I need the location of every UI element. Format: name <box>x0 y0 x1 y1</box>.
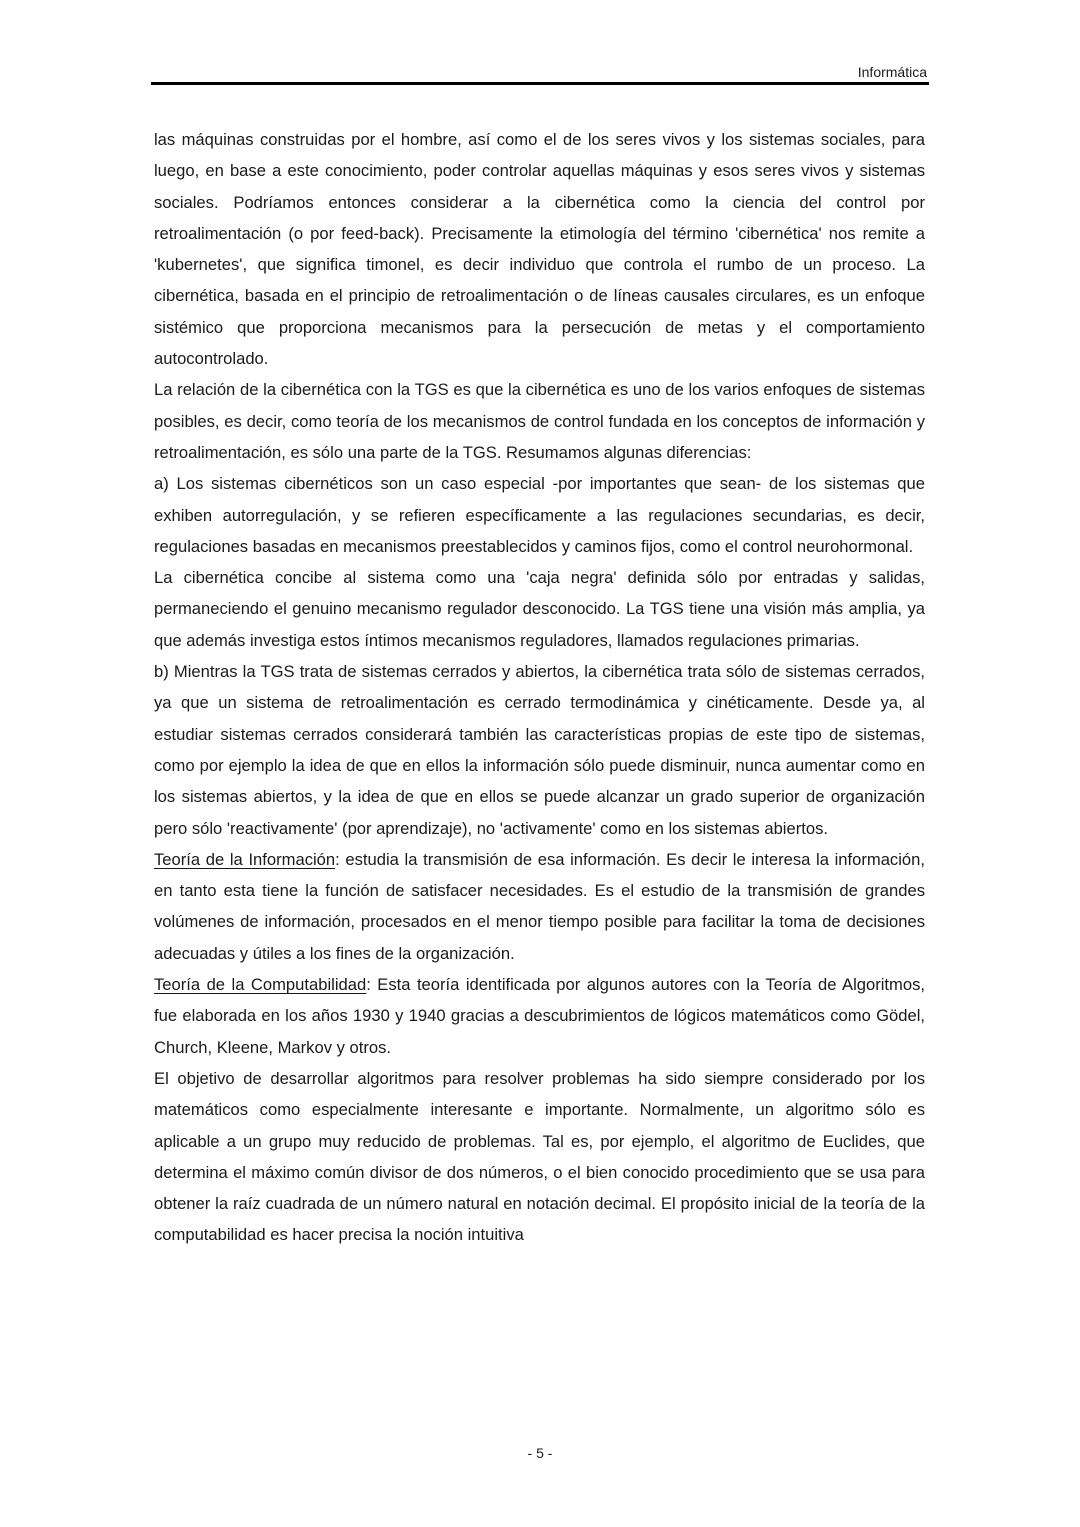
paragraph-black-box: La cibernética concibe al sistema como una 'caja negra' definida sólo por entradas y salidas, permaneciendo el genuino mecanismo regulador desconocido. La TGS tiene una visión más amplia, ya que además investiga estos íntimos mecanismos reguladores, llamados regulaciones primarias. <box>154 568 925 650</box>
paragraph-algorithms: El objetivo de desarrollar algoritmos para resolver problemas ha sido siempre considerado por los matemáticos como especialmente interesante e importante. Normalmente, un algoritmo sólo es aplicable a un grupo muy reducido de problemas. Tal es, por ejemplo, el algoritmo de Euclides, que determina el máximo común divisor de dos números, o el bien conocido procedimiento que se usa para obtener la raíz cuadrada de un número natural en notación decimal. El propósito inicial de la teoría de la computabilidad es hacer precisa la noción intuitiva <box>154 1068 925 1245</box>
information-theory-text: : estudia la transmisión de esa información. Es decir le interesa la información, en tanto esta tiene la función de satisfacer necesidades. Es el estudio de la transmisión de grandes volúmenes de información, procesados en el menor tiempo posible para facilitar la toma de decisiones adecuadas y útiles a los fines de la organización. <box>154 849 925 963</box>
paragraph-tgs-relation: La relación de la cibernética con la TGS es que la cibernética es uno de los varios enfoques de sistemas posibles, es decir, como teoría de los mecanismos de control fundada en los conceptos de información y retroalimentación, es sólo una parte de la TGS. Resumamos algunas diferencias: <box>154 380 925 462</box>
paragraph-information-theory <box>154 844 925 969</box>
running-header: Informática <box>857 64 927 80</box>
paragraph-computability <box>154 969 925 1063</box>
paragraph-difference-b: b) Mientras la TGS trata de sistemas cerrados y abiertos, la cibernética trata sólo de sistemas cerrados, ya que un sistema de retroalimentación es cerrado termodinámica y cinéticamente. Desde ya, al estudiar sistemas cerrados considerará también las características propias de este tipo de sistemas, como por ejemplo la idea de que en ellos la información sólo puede disminuir, nunca aumentar como en los sistemas abiertos, y la idea de que en ellos se puede alcanzar un grado superior de organización pero sólo 'reactivamente' (por aprendizaje), no 'activamente' como en los sistemas abiertos. <box>154 662 925 838</box>
computability-text: : Esta teoría identificada por algunos autores con la Teoría de Algoritmos, fue elaborada en los años 1930 y 1940 gracias a descubrimientos de lógicos matemáticos como Gödel, Church, Kleene, Markov y otros. <box>154 975 925 1057</box>
paragraph-difference-a: a) Los sistemas cibernéticos son un caso especial -por importantes que sean- de los sistemas que exhiben autorregulación, y se refieren específicamente a las regulaciones secundarias, es decir, regulaciones basadas en mecanismos preestablecidos y caminos fijos, como el control neurohormonal. <box>154 474 925 556</box>
body-text <box>154 124 925 1251</box>
term-computability: Teoría de la Computabilidad <box>154 975 367 995</box>
header-rule <box>151 82 929 85</box>
term-information-theory: Teoría de la Información <box>154 849 336 869</box>
paragraph-cybernetics: las máquinas construidas por el hombre, así como el de los seres vivos y los sistemas sociales, para luego, en base a este conocimiento, poder controlar aquellas máquinas y esos seres vivos y sistemas sociales. Podríamos entonces considerar a la cibernética como la ciencia del control por retroalimentación (o por feed-back). Precisamente la etimología del término 'cibernética' nos remite a 'kubernetes', que significa timonel, es decir individuo que controla el rumbo de un proceso. La cibernética, basada en el principio de retroalimentación o de líneas causales circulares, es un enfoque sistémico que proporciona mecanismos para la persecución de metas y el comportamiento autocontrolado. <box>154 130 925 369</box>
page-number: - 5 - <box>527 1445 553 1461</box>
